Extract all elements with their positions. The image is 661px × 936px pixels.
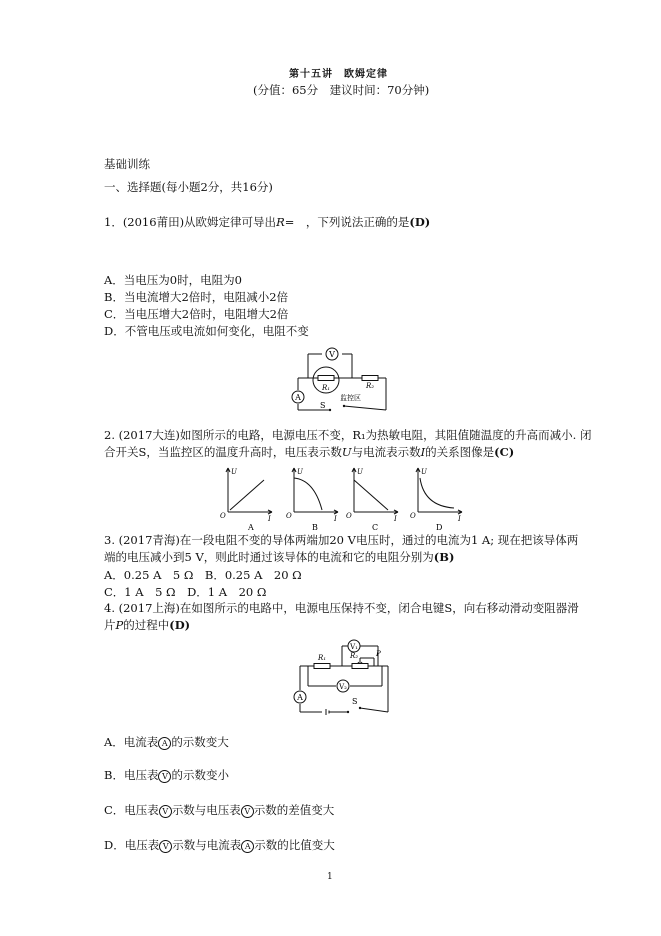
q4-answer: (D)	[169, 618, 191, 632]
q4-v2-label: V₂	[339, 683, 347, 691]
q2-graph-d-o: O	[410, 512, 416, 520]
ammeter-icon: A	[158, 737, 171, 750]
q2-graph-b	[284, 466, 344, 536]
q4-ammeter-label: A	[297, 693, 303, 702]
q1-stem-b: = ，下列说法正确的是	[284, 215, 410, 229]
q2-graph-d-x: I	[458, 515, 461, 523]
monitor-zone-label: 监控区	[340, 394, 361, 402]
q4-option-d	[104, 838, 335, 853]
q4-option-c	[104, 803, 334, 818]
q1-option-a: A．当电压为0时，电阻为0	[104, 273, 242, 287]
q4-switch-label: S	[352, 697, 358, 706]
q1-option-d: D．不管电压或电流如何变化，电阻不变	[104, 324, 309, 338]
switch-contact-2	[343, 405, 345, 407]
q4-option-d-mid: 示数与电流表	[172, 838, 242, 852]
q3-options-row1: A．0.25 A 5 Ω B．0.25 A 20 Ω	[104, 568, 302, 582]
q2-graph-b-label: B	[312, 523, 318, 532]
q4-option-a-post: 的示数变大	[171, 735, 229, 749]
q2-graph-a	[218, 466, 278, 536]
q2-graph-a-label: A	[248, 523, 254, 532]
q2-graph-a-o: O	[220, 512, 226, 520]
q4-option-d-pre: D．电压表	[104, 838, 160, 852]
q4-r1-label: R₁	[318, 654, 327, 662]
q2-graph-c-x: I	[394, 515, 397, 523]
q4-stem-line2b: 的过程中	[123, 618, 170, 632]
q2-graph-d-label: D	[436, 523, 443, 532]
switch-contact	[329, 409, 331, 411]
r2-resistor	[362, 376, 378, 381]
q2-graph-d	[408, 466, 468, 536]
voltmeter-icon: V	[241, 805, 254, 818]
q2-stem-line2a: 合开关S，当监控区的温度升高时，电压表示数	[104, 445, 342, 459]
q4-r1-resistor	[314, 664, 330, 669]
q2-graph-d-curve	[420, 478, 454, 508]
q2-graph-c-curve	[354, 480, 388, 510]
q2-graph-b-y: U	[297, 468, 303, 476]
q2-stem-line2b: 与电流表示数	[351, 445, 421, 459]
q4-option-c-pre: C．电压表	[104, 803, 159, 817]
q2-graph-b-x: I	[334, 515, 337, 523]
section-part: 一、选择题(每小题2分，共16分)	[104, 180, 273, 194]
q2-stem-line1: 2. (2017大连)如图所示的电路，电源电压不变，R₁为热敏电阻，其阻值随温度的升高而减小. 闭	[104, 428, 592, 442]
voltmeter-icon: V	[159, 805, 172, 818]
q4-option-d-post: 示数的比值变大	[254, 838, 335, 852]
voltmeter-label: V	[329, 350, 335, 359]
q2-graph-c	[344, 466, 404, 536]
q2-var-i: I	[420, 445, 426, 459]
q2-graph-b-o: O	[286, 512, 292, 520]
q1-stem-a: 1．(2016莆田)从欧姆定律可导出	[104, 215, 277, 229]
q4-slider-label: P	[376, 650, 381, 658]
q4-option-a-pre: A．电流表	[104, 735, 159, 749]
q2-graph-a-curve	[230, 480, 264, 510]
q1-stem	[104, 215, 430, 229]
q4-stem-line2a: 片	[104, 618, 116, 632]
q4-option-b-post: 的示数变小	[171, 768, 229, 782]
q2-var-u: U	[341, 445, 352, 459]
q4-option-b	[104, 768, 229, 783]
q4-switch-contact	[347, 711, 349, 713]
q2-graph-a-y: U	[231, 468, 237, 476]
q2-stem-line2c: 的关系图像是	[425, 445, 495, 459]
q3-stem-line2a: 端的电压减小到5 V，则此时通过该导体的电流和它的电阻分别为	[104, 550, 434, 564]
q3-options-row2: C．1 A 5 Ω D．1 A 20 Ω	[104, 585, 267, 599]
q3-stem-line2	[104, 550, 454, 564]
q4-option-c-post: 示数的差值变大	[253, 803, 335, 817]
q2-answer: (C)	[494, 445, 515, 459]
q4-option-b-pre: B．电压表	[104, 768, 159, 782]
q4-r2-label: R₂	[350, 652, 359, 660]
voltmeter-icon: V	[158, 770, 171, 783]
r1-resistor	[318, 376, 334, 381]
q4-option-a	[104, 735, 229, 750]
r1-label: R₁	[322, 384, 331, 392]
r2-label: R₂	[366, 382, 375, 390]
q2-graph-b-curve	[294, 478, 322, 510]
q4-stem-line1: 4. (2017上海)在如图所示的电路中，电源电压保持不变，闭合电键S，向右移动滑动变阻器滑	[104, 601, 579, 615]
ammeter-icon: A	[241, 840, 254, 853]
switch-label: S	[320, 401, 326, 410]
q1-option-b: B．当电流增大2倍时，电阻减小2倍	[104, 290, 289, 304]
q3-answer: (B)	[433, 550, 455, 564]
q2-graph-c-y: U	[357, 468, 363, 476]
q4-stem-line2	[104, 618, 190, 632]
q2-stem-line2	[104, 445, 514, 459]
q2-graph-c-label: C	[372, 523, 379, 532]
voltmeter-icon: V	[159, 840, 172, 853]
ammeter-label: A	[295, 393, 301, 402]
q3-stem-line1: 3. (2017青海)在一段电阻不变的导体两端加20 V电压时，通过的电流为1 A; 现在把该导体两	[104, 533, 579, 547]
q4-circuit-diagram	[292, 636, 392, 718]
q1-stem-var: R	[276, 215, 285, 229]
q4-option-c-mid: 示数与电压表	[171, 803, 241, 817]
section-name: 基础训练	[104, 157, 150, 171]
q2-circuit-diagram	[290, 348, 390, 418]
q4-v1-label: V₁	[350, 643, 358, 651]
q2-graph-d-y: U	[421, 468, 427, 476]
q4-var-p: P	[115, 618, 124, 632]
q1-answer: (D)	[409, 215, 431, 229]
page-subtitle: (分值：65分 建议时间：70分钟)	[253, 83, 430, 97]
q2-graph-c-o: O	[346, 512, 352, 520]
q1-option-c: C．当电压增大2倍时，电阻增大2倍	[104, 307, 289, 321]
q4-r2-resistor	[352, 664, 368, 669]
q2-graph-a-x: I	[268, 515, 271, 523]
q4-switch-contact-2	[359, 707, 361, 709]
page-title: 第十五讲 欧姆定律	[289, 69, 388, 80]
page-number: 1	[327, 872, 333, 882]
